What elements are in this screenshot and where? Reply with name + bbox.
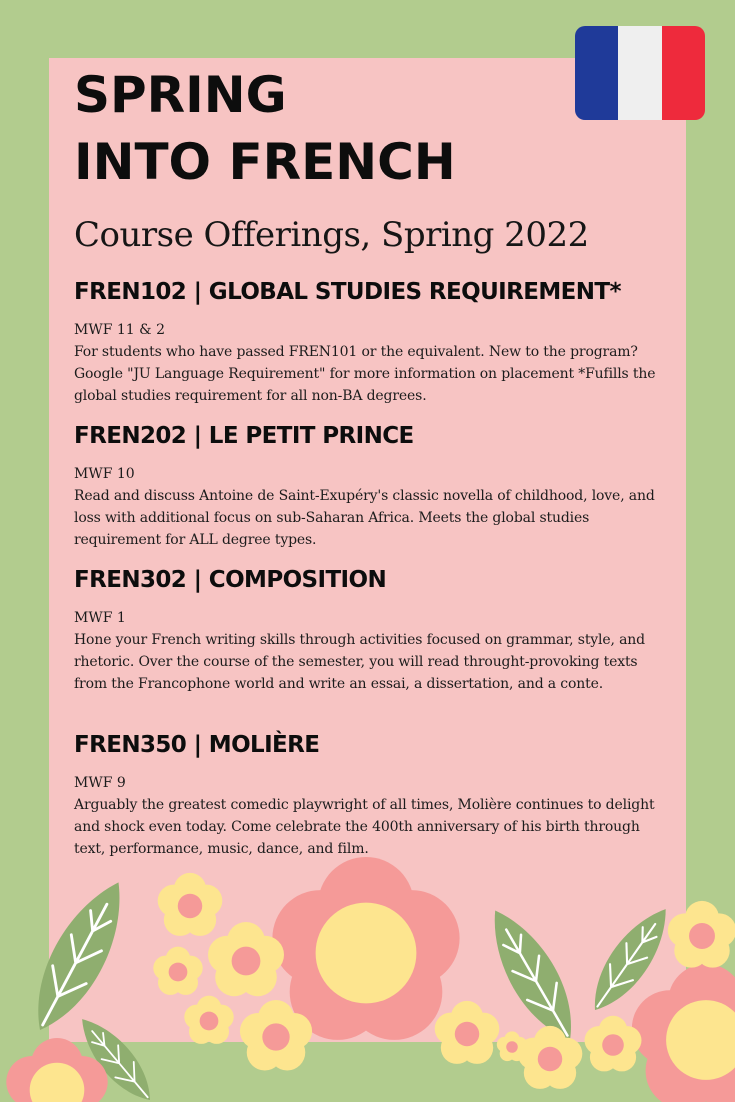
course-schedule: MWF 10 bbox=[74, 466, 135, 482]
course-description: Read and discuss Antoine de Saint-Exupéry's classic novella of childhood, love, and loss with additional focus on sub-Saharan Africa. Meets the global studies requirement for ALL degree types. bbox=[74, 488, 655, 548]
subtitle: Course Offerings, Spring 2022 bbox=[74, 215, 589, 255]
course-schedule: MWF 1 bbox=[74, 610, 126, 626]
course-heading: FREN202 | LE PETIT PRINCE bbox=[74, 423, 414, 449]
course-description: Arguably the greatest comedic playwright of all times, Molière continues to delight and shock even today. Come celebrate the 400th anniversary of his birth through text, performance, music, dance, and film. bbox=[74, 797, 655, 857]
course-heading: FREN302 | COMPOSITION bbox=[74, 567, 387, 593]
title-line-2: INTO FRENCH bbox=[74, 133, 456, 191]
course-schedule: MWF 9 bbox=[74, 775, 126, 791]
course-heading: FREN102 | GLOBAL STUDIES REQUIREMENT* bbox=[74, 279, 621, 305]
course-heading: FREN350 | MOLIÈRE bbox=[74, 732, 320, 758]
title-line-1: SPRING bbox=[74, 66, 287, 124]
course-description: Hone your French writing skills through activities focused on grammar, style, and rhetoric. Over the course of the semester, you will read throught-provoking texts from the Francophone world and write an essai, a dissertation, and a conte. bbox=[74, 632, 645, 692]
course-description: For students who have passed FREN101 or the equivalent. New to the program? Google "JU Language Requirement" for more information on placement *Fufills the global studies requirement for all non-BA degrees. bbox=[74, 344, 656, 404]
course-schedule: MWF 11 & 2 bbox=[74, 322, 165, 338]
